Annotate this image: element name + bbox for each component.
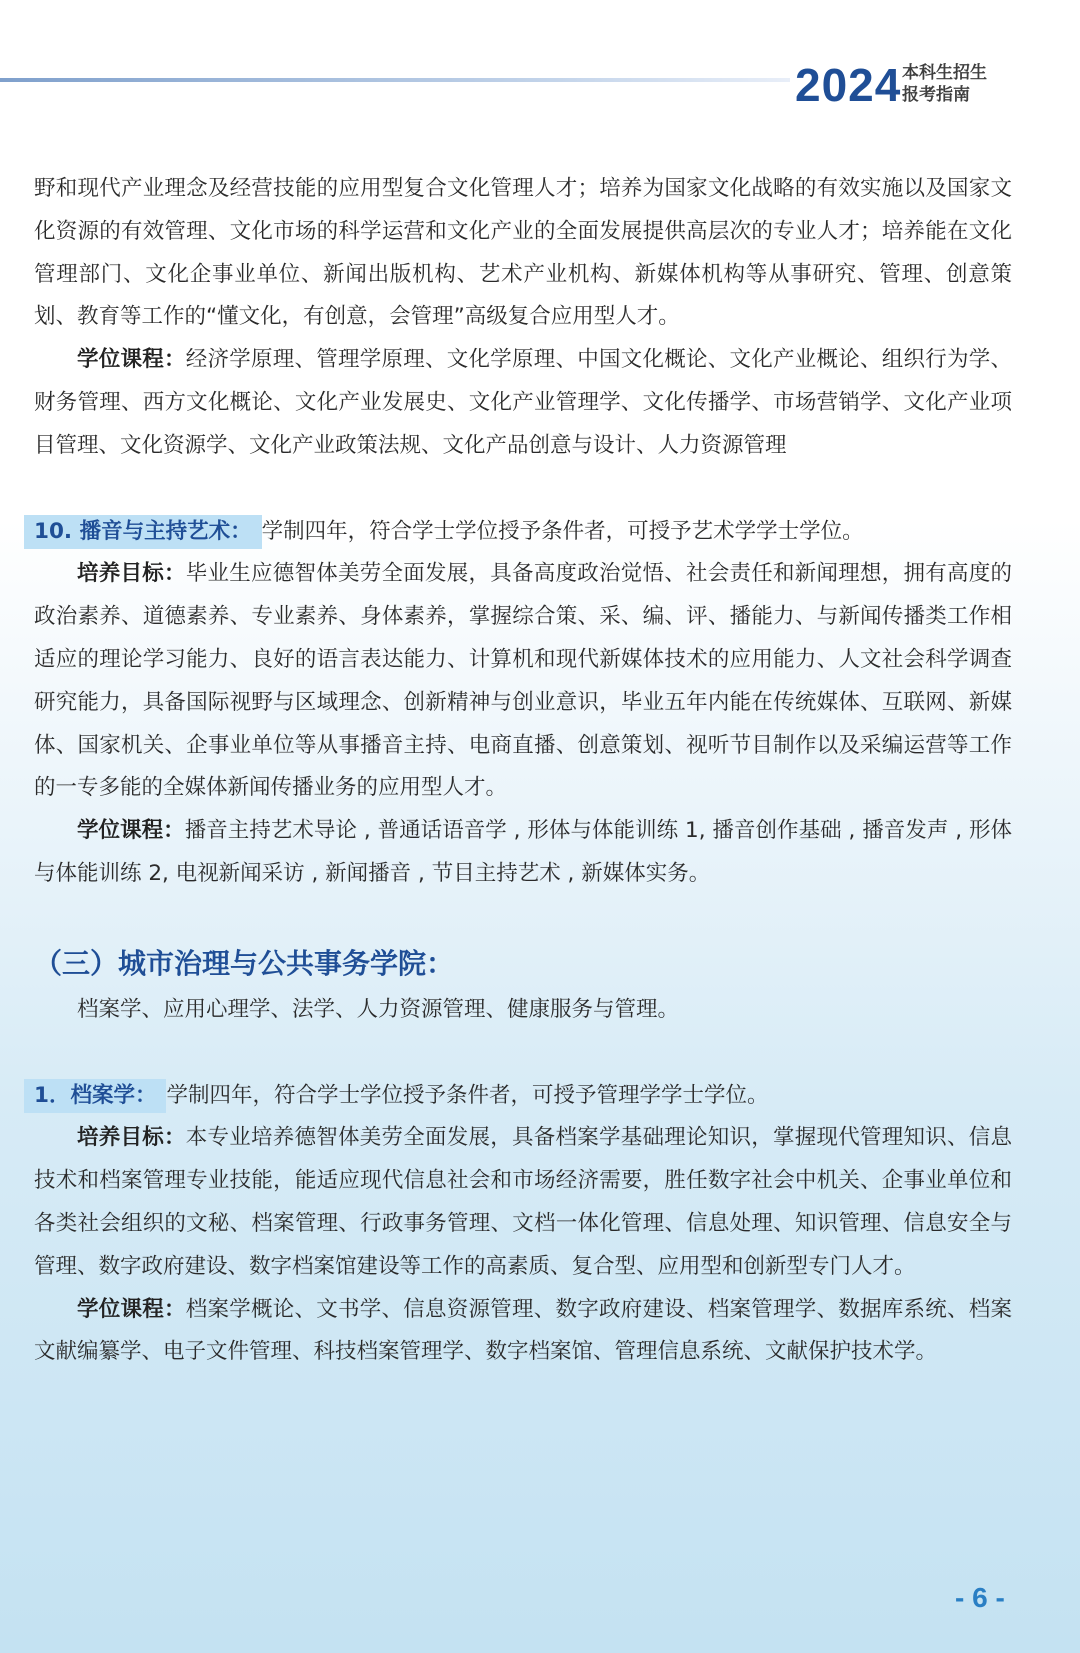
archives-courses-paragraph xyxy=(34,1289,1012,1375)
culture-courses-label: 学位课程： xyxy=(77,347,186,373)
broadcast-courses-paragraph xyxy=(34,810,1012,896)
broadcast-goal-paragraph xyxy=(34,553,1012,810)
archives-goal-label: 培养目标： xyxy=(77,1125,186,1151)
archives-goal-text: 本专业培养德智体美劳全面发展，具备档案学基础理论知识，掌握现代管理知识、信息技术和档案管理专业技能，能适应现代信息社会和市场经济需要，胜任数字社会中机关、企事业单位和各类社会组织的文秘、档案管理、行政事务管理、文档一体化管理、信息处理、知识管理、信息安全与管理、数字政府建设、数字档案馆建设等工作的高素质、复合型、应用型和创新型专门人才。 xyxy=(34,1125,1012,1279)
broadcast-goal-label: 培养目标： xyxy=(77,561,186,587)
header-rule xyxy=(0,78,790,82)
archives-courses-label: 学位课程： xyxy=(77,1296,186,1322)
broadcast-goal-text: 毕业生应德智体美劳全面发展，具备高度政治觉悟、社会责任和新闻理想，拥有高度的政治素养、道德素养、专业素养、身体素养，掌握综合策、采、编、评、播能力、与新闻传播类工作相适应的理论学习能力、良好的语言表达能力、计算机和现代新媒体技术的应用能力、人文社会科学调查研究能力，具备国际视野与区域理念、创新精神与创业意识，毕业五年内能在传统媒体、互联网、新媒体、国家机关、企事业单位等从事播音主持、电商直播、创意策划、视听节目制作以及采编运营等工作的一专多能的全媒体新闻传播业务的应用型人才。 xyxy=(34,561,1012,801)
intro-paragraph: 野和现代产业理念及经营技能的应用型复合文化管理人才；培养为国家文化战略的有效实施以及国家文化资源的有效管理、文化市场的科学运营和文化产业的全面发展提供高层次的专业人才；培养能在文化管理部门、文化企事业单位、新闻出版机构、艺术产业机构、新媒体机构等从事研究、管理、创意策划、教育等工作的“懂文化，有创意，会管理”高级复合应用型人才。 xyxy=(34,176,1012,330)
college-title: （三）城市治理与公共事务学院： xyxy=(34,946,455,980)
header-subtitle-line2: 报考指南 xyxy=(902,85,970,105)
spacer xyxy=(34,896,1012,939)
culture-courses-paragraph xyxy=(34,339,1012,467)
archives-summary: 学制四年，符合学士学位授予条件者，可授予管理学学士学位。 xyxy=(166,1082,769,1108)
archives-heading: 1．档案学： xyxy=(24,1079,166,1113)
archives-heading-line xyxy=(34,1075,1012,1118)
header-subtitle xyxy=(902,62,987,106)
spacer xyxy=(34,468,1012,511)
header-subtitle-line1: 本科生招生 xyxy=(902,63,987,83)
archives-goal-paragraph xyxy=(34,1117,1012,1288)
document-body xyxy=(34,168,1012,1374)
broadcast-heading-line xyxy=(34,511,1012,554)
broadcast-heading: 10. 播音与主持艺术： xyxy=(24,515,262,549)
culture-courses-text: 经济学原理、管理学原理、文化学原理、中国文化概论、文化产业概论、组织行为学、财务管理、西方文化概论、文化产业发展史、文化产业管理学、文化传播学、市场营销学、文化产业项目管理、文化资源学、文化产业政策法规、文化产品创意与设计、人力资源管理 xyxy=(34,347,1012,458)
archives-courses-text: 档案学概论、文书学、信息资源管理、数字政府建设、档案管理学、数据库系统、档案文献编纂学、电子文件管理、科技档案管理学、数字档案馆、管理信息系统、文献保护技术学。 xyxy=(34,1296,1012,1365)
college-majors: 档案学、应用心理学、法学、人力资源管理、健康服务与管理。 xyxy=(77,996,680,1022)
broadcast-courses-text: 播音主持艺术导论 , 普通话语音学 , 形体与体能训练 1, 播音创作基础 , 播音发声 , 形体与体能训练 2, 电视新闻采访 , 新闻播音 , 节目主持艺术 , 新媒体实务。 xyxy=(34,818,1012,886)
header-year: 2024 xyxy=(795,59,902,111)
page-number: - 6 - xyxy=(955,1582,1005,1613)
spacer xyxy=(34,1032,1012,1075)
broadcast-summary: 学制四年，符合学士学位授予条件者，可授予艺术学学士学位。 xyxy=(261,518,864,544)
broadcast-courses-label: 学位课程： xyxy=(77,818,185,844)
